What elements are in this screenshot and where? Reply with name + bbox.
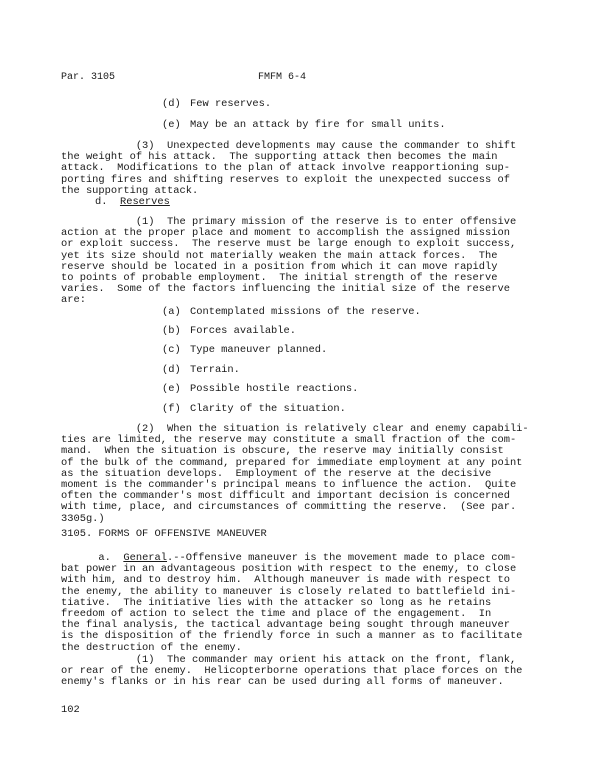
list-item [162,306,421,318]
section-d-heading [95,196,170,208]
list-item-label: (d) [162,98,181,110]
list-item-label: (c) [162,344,181,356]
general-first-line: .--Offensive maneuver is the movement made to place com- [167,552,517,564]
list-item [162,344,327,356]
list-item-text: Forces available. [190,325,297,337]
paragraph-3-unexpected-developments: (3) Unexpected developments may cause the commander to shift the weight of his attack. The supporting attack then becomes the main attack. Modifications to the plan of attack involve reapportioning sup- porting fires and shifting reserves to exploit the unexpected success of the supporting attack. [61,140,517,197]
section-d-label: d. [95,196,108,208]
list-item [162,383,358,395]
general-title: General [123,552,168,564]
list-item-label: (e) [162,119,181,131]
general-body: bat power in an advantageous position with respect to the enemy, to close with him, and to destroy him. Although maneuver is made with respect to the enemy, the ability to maneuver is closely related to battlefield ini- tiative. The initiative lies with the attacker so long as he retains freedom of action to select the time and place of the engagement. In the final analysis, the tactical advantage being sought through maneuver is the disposition of the friendly force in such a manner as to facilitate the destruction of the enemy. [61,563,523,654]
list-item-text: Possible hostile reactions. [190,383,359,395]
list-item [162,119,446,131]
list-item [162,364,240,376]
list-item-label: (a) [162,306,181,318]
paragraph-1-reserve-mission: (1) The primary mission of the reserve is to enter offensive action at the proper place and moment to accomplish the assigned mission or exploit success. The reserve must be large enough to exploit success, yet its size should not materially weaken the main attack forces. The reserve should be located in a position from which it can move rapidly to points of probable employment. The initial strength of the reserve varies. Some of the factors influencing the initial size of the reserve are: [61,216,517,307]
list-item-label: (e) [162,383,181,395]
list-item-text: Terrain. [190,364,240,376]
general-lead: a. [61,552,124,564]
running-header-paragraph: Par. 3105 [61,72,116,83]
section-d-title: Reserves [119,196,170,208]
list-item-label: (b) [162,325,181,337]
paragraph-a-general [61,553,545,654]
running-header-manual: FMFM 6-4 [258,72,307,83]
page-number: 102 [61,704,80,716]
list-item-label: (d) [162,364,181,376]
list-item-label: (f) [162,403,181,415]
list-item-text: Contemplated missions of the reserve. [190,306,421,318]
list-item-text: Clarity of the situation. [190,403,346,415]
list-item-text: Few reserves. [190,98,272,110]
list-item-text: Type maneuver planned. [190,344,328,356]
list-item [162,403,346,415]
section-3105-heading: 3105. FORMS OF OFFENSIVE MANEUVER [61,528,267,540]
list-item [162,325,296,337]
list-item [162,98,271,110]
list-item-text: May be an attack by fire for small units. [190,119,446,131]
paragraph-2-situation: (2) When the situation is relatively clear and enemy capabili- ties are limited, the reserve may constitute a small fraction of the com- mand. When the situation is obscure, the reserve may initially consist of the bulk of the command, prepared for immediate employment at any point as the situation develops. Employment of the reserve at the decisive moment is the commander's principal means to influence the action. Quite often the commander's most difficult and important decision is concerned with time, place, and circumstances of committing the reserve. (See par. 3305g.) [61,423,529,525]
paragraph-1-orient-attack: (1) The commander may orient his attack on the front, flank, or rear of the enemy. Helicopterborne operations that place forces on the enemy's flanks or in his rear can be used during all forms of maneuver. [61,654,523,689]
